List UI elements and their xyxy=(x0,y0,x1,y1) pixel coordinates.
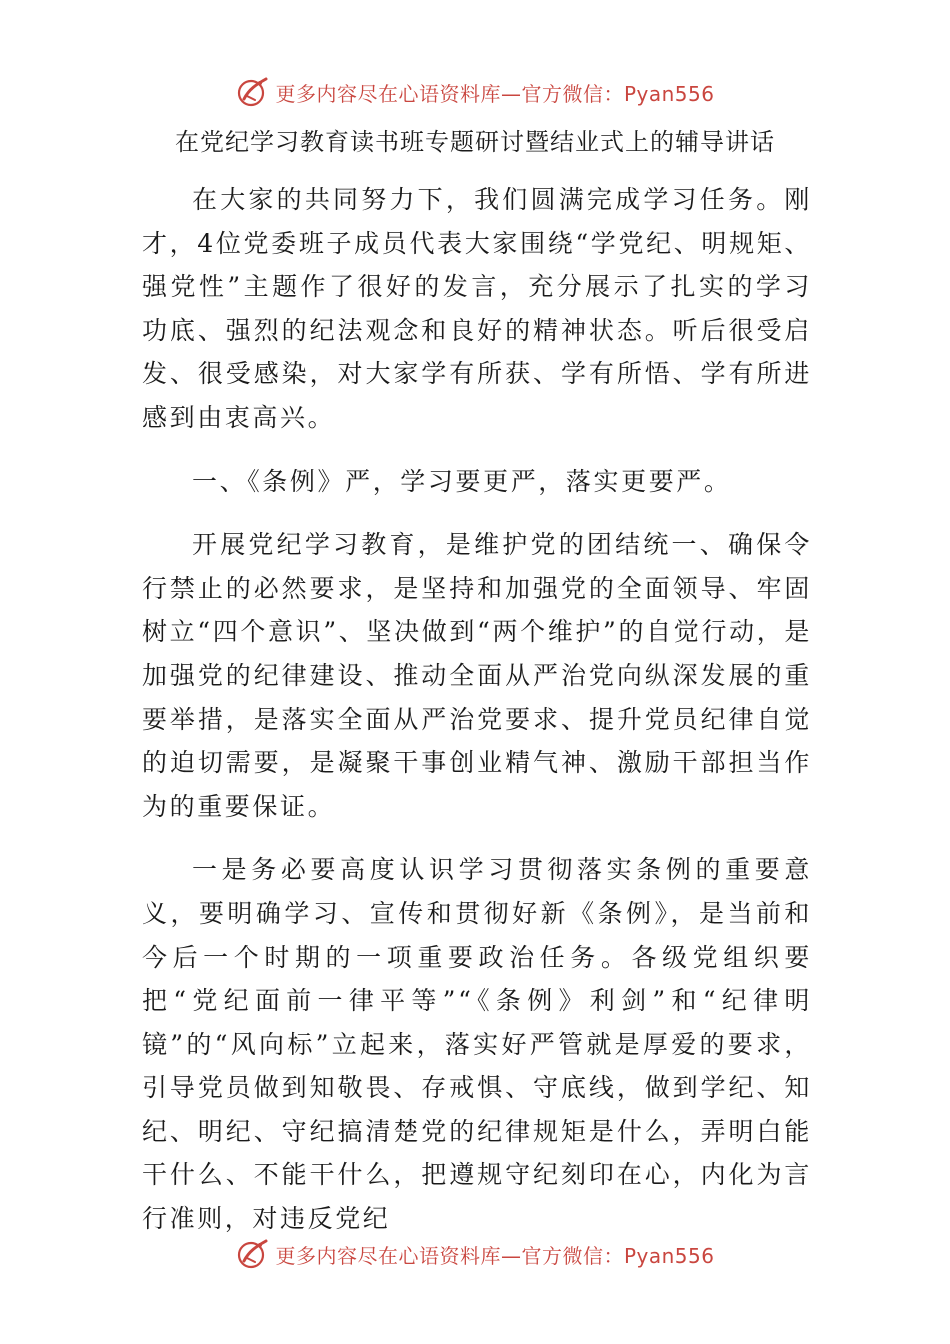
document-body xyxy=(142,178,812,1261)
document-title: 在党纪学习教育读书班专题研讨暨结业式上的辅导讲话 xyxy=(175,128,775,156)
paragraph: 一是务必要高度认识学习贯彻落实条例的重要意义，要明确学习、宣传和贯彻好新《条例》，是当前和今后一个时期的一项重要政治任务。各级党组织要把“党纪面前一律平等”“《条例》利剑”和“纪律明镜”的“风向标”立起来，落实好严管就是厚爱的要求，引导党员做到知敬畏、存戒惧、守底线，做到学纪、知纪、明纪、守纪搞清楚党的纪律规矩是什么，弄明白能干什么、不能干什么，把遵规守纪刻印在心，内化为言行准则，对违反党纪 xyxy=(142,855,812,1234)
brand-logo-icon xyxy=(235,74,271,110)
header-banner-text: 更多内容尽在心语资料库—官方微信：Pyan556 xyxy=(275,81,715,106)
section-heading: 一、《条例》严，学习要更严，落实更要严。 xyxy=(192,466,732,496)
paragraph: 在大家的共同努力下，我们圆满完成学习任务。刚才，4位党委班子成员代表大家围绕“学党纪、明规矩、强党性”主题作了很好的发言，充分展示了扎实的学习功底、强烈的纪法观念和良好的精神状态。听后很受启发、很受感染，对大家学有所获、学有所悟、学有所进感到由衷高兴。 xyxy=(142,185,812,432)
footer-banner xyxy=(0,1234,950,1274)
brand-logo-icon xyxy=(235,1236,271,1272)
footer-banner-text: 更多内容尽在心语资料库—官方微信：Pyan556 xyxy=(275,1243,715,1268)
paragraph: 开展党纪学习教育，是维护党的团结统一、确保令行禁止的必然要求，是坚持和加强党的全面领导、牢固树立“四个意识”、坚决做到“两个维护”的自觉行动，是加强党的纪律建设、推动全面从严治党向纵深发展的重要举措，是落实全面从严治党要求、提升党员纪律自觉的迫切需要，是凝聚干事创业精气神、激励干部担当作为的重要保证。 xyxy=(142,530,812,821)
header-banner xyxy=(0,72,950,112)
